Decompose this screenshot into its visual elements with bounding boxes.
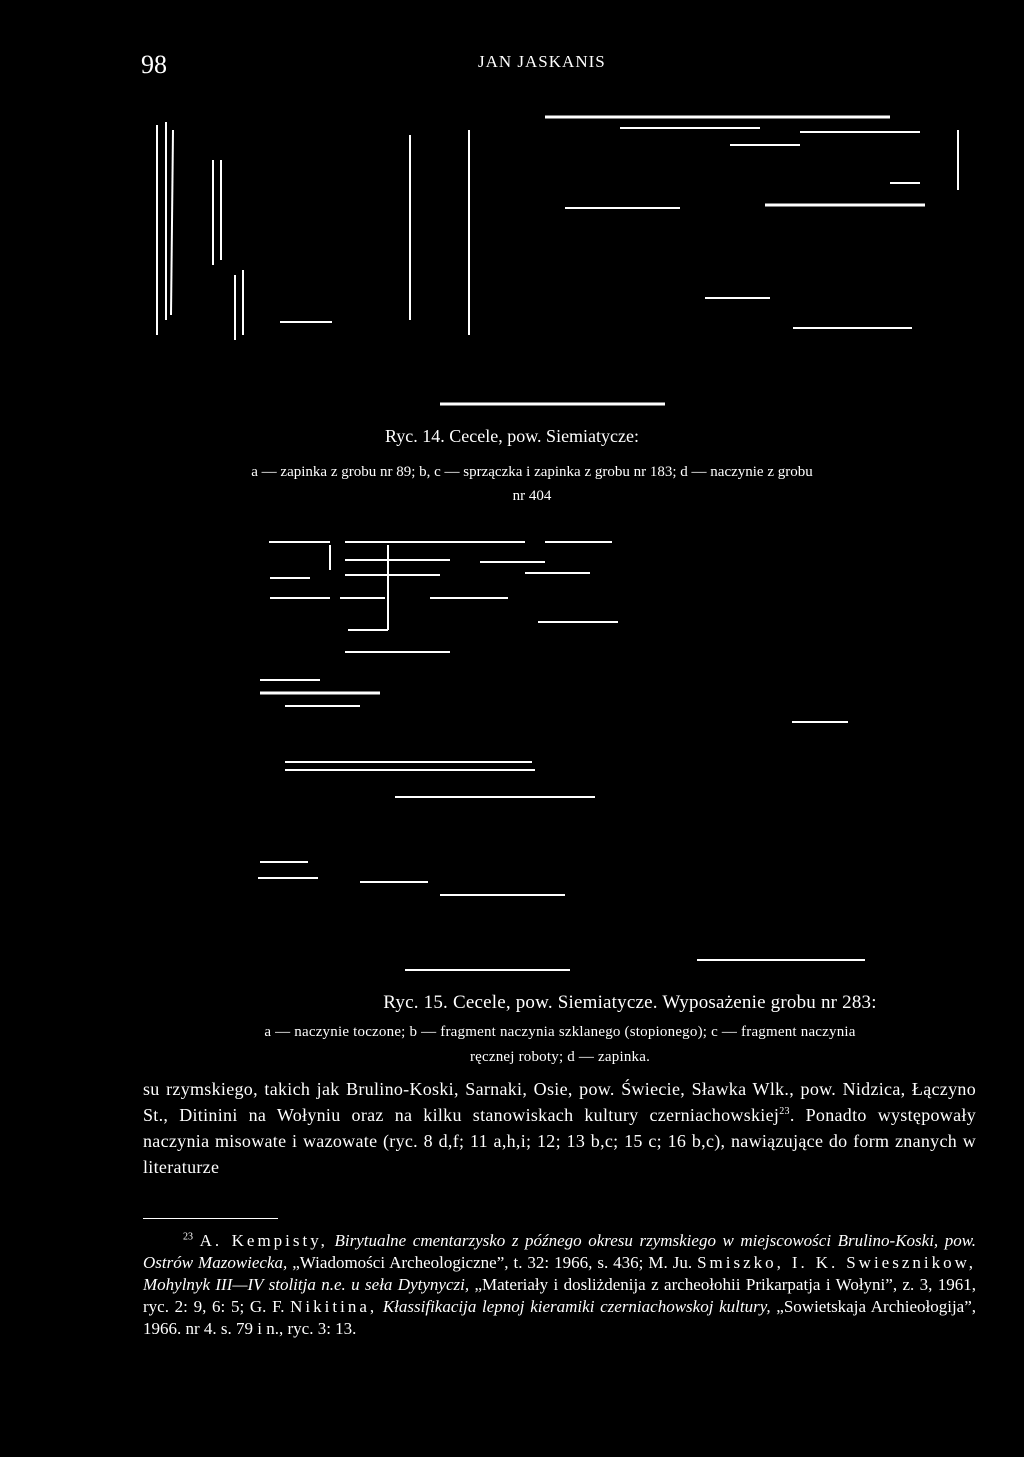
body-text-end: . Ponadto występowały naczynia misowate i wazowate (ryc. 8 d,f; 11 a,h,i; 12; 13 b,c; 15 c; 16 b,c), nawiązujące do form znanych w literaturze [143,1105,976,1177]
figure-14-caption [140,460,924,508]
footnote-author-2: Smiszko, I. K. Swiesznikow, [697,1253,977,1272]
figure-15-caption-line-2: ręcznej roboty; d — zapinka. [469,1049,651,1065]
footnote-title-3: Kłassifikacija lepnoj kieramiki czerniachowskoj kultury, [382,1297,771,1316]
running-head: JAN JASKANIS [478,52,606,71]
footnote-text-2: „Materiały i dosliżdenija z archeołohii Prikarpatja i Wołyni”, z. 3, 1961, ryc. 2: 9, 6: 5; G. F. [143,1275,977,1316]
figure-14-caption-line-2: nr 404 [512,488,552,504]
page-number: 98 [141,50,167,79]
body-text-start: su rzymskiego, takich jak Brulino-Koski, Sarnaki, Osie, pow. Świecie, Sławka Wlk., pow. Nidzica, Łączyno St., Ditinini na Wołyniu oraz na kilku stanowiskach kultury czerniachowskiej [143,1079,976,1125]
figure-15-caption-line-1: a — naczynie toczone; b — fragment naczynia szklanego (stopionego); c — fragment naczynia [264,1024,856,1040]
footnote-author-1: A. Kempisty, [199,1231,328,1250]
figure-14-caption-line-1: a — zapinka z grobu nr 89; b, c — sprzączka i zapinka z grobu nr 183; d — naczynie z grobu [251,464,813,480]
figure-15-caption [140,1020,980,1070]
footnote [143,1230,976,1340]
footnote-text-1: „Wiadomości Archeologiczne”, t. 32: 1966, s. 436; M. Ju. [292,1253,693,1272]
footnote-author-3: Nikitina, [290,1297,378,1316]
footnote-divider [143,1218,278,1219]
body-paragraph [143,1076,976,1180]
footnote-marker: 23 [183,1231,193,1243]
footnote-text-3: „Sowietskaja Archieołogija”, 1966. nr 4. s. 79 i n., ryc. 3: 13. [143,1297,977,1338]
footnote-title-2: Mohylnyk III—IV stolitja n.e. u seła Dytynyczi, [143,1275,470,1294]
footnote-title-1: Birytualne cmentarzysko z późnego okresu rzymskiego w miejscowości Brulino-Koski, pow. Ostrów Mazowiecka, [143,1231,977,1272]
figure-15-title: Ryc. 15. Cecele, pow. Siemiatycze. Wyposażenie grobu nr 283: [383,992,877,1013]
figure-14-title: Ryc. 14. Cecele, pow. Siemiatycze: [384,426,640,446]
footnote-reference: 23 [779,1106,790,1117]
